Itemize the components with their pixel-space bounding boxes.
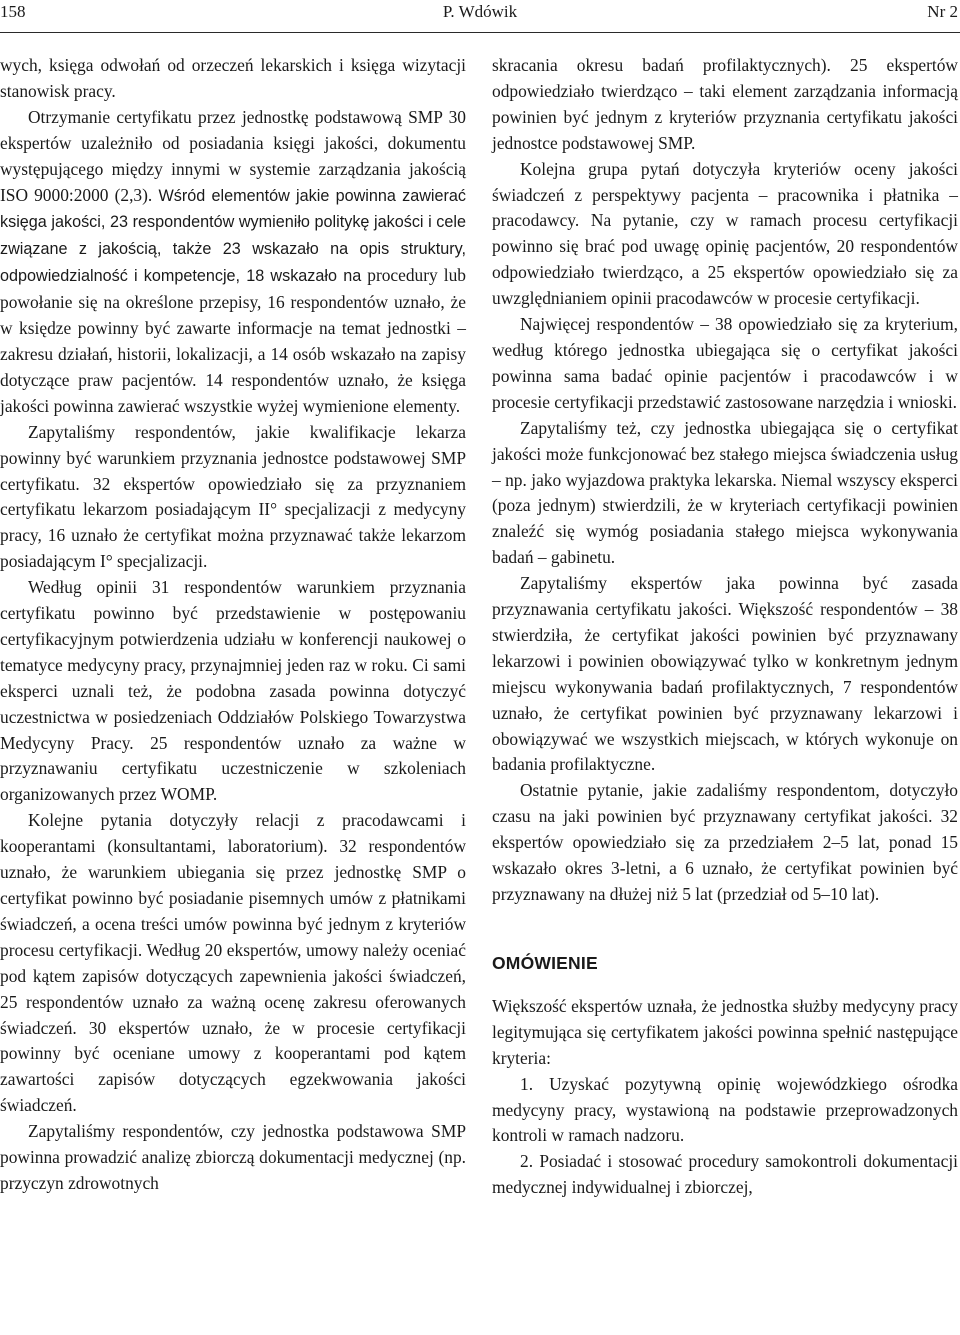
list-item: 2. Posiadać i stosować procedury samokontroli dokumentacji medycznej indywidualnej i zbiorczej,	[492, 1151, 958, 1198]
paragraph-segment: Otrzymanie certyfikatu przez jednostkę podstawową SMP 30 ekspertów uzależniło od posiadania księgi jakości, dokumentu występującego między innymi w systemie zarządzania jakością ISO 9000:2000 (2,3).	[0, 106, 466, 205]
list-item: 1. Uzyskać pozytywną opinię wojewódzkiego ośrodka medycyny pracy, wystawioną na podstawie przeprowadzonych kontroli w ramach nadzoru.	[492, 1073, 958, 1146]
paragraph: Kolejne pytania dotyczyły relacji z pracodawcami i kooperantami (konsultantami, laboratorium). 32 respondentów uznało, że warunkiem ubiegania się przez jednostkę SMP o certyfikat powinno być posiadanie pisemnych umów z płatnikami świadczeń, a ocena treści umów powinna być jednym z kryteriów procesu certyfikacji. Według 20 ekspertów, umowy należy oceniać pod kątem zapisów dotyczących zapewnienia jakości świadczeń, 25 respondentów uznało za ważną ocenę zakresu oferowanych świadczeń. 30 ekspertów uznało, że w procesie certyfikacji powinny być oceniane umowy z kooperantami pod kątem zawartości zapisów dotyczących egzekwowania jakości świadczeń.	[0, 810, 466, 1116]
paragraph: Zapytaliśmy też, czy jednostka ubiegająca się o certyfikat jakości może funkcjonować bez stałego miejsca świadczenia usług – np. jako wyjazdowa praktyka lekarska. Niemal wszyscy eksperci (poza jednym) stwierdzili, że w kryteriach certyfikacji powinien znaleźć się wymóg posiadania stałego miejsca wykonywania badań – gabinetu.	[492, 417, 958, 568]
paragraph: Zapytaliśmy respondentów, jakie kwalifikacje lekarza powinny być warunkiem przyznania jednostce podstawowej SMP certyfikatu. 32 ekspertów opowiedziało się za przyznaniem certyfikatu lekarzom posiadającym II° specjalizacji z medycyny pracy, 16 uznało że certyfikat można przyznawać także lekarzom posiadającym I° specjalizacji.	[0, 421, 466, 572]
section-heading: OMÓWIENIE	[492, 952, 598, 973]
paragraph	[0, 105, 466, 420]
paragraph: Zapytaliśmy ekspertów jaka powinna być zasada przyznawania certyfikatu jakości. Większość respondentów – 38 stwierdziła, że certyfikat jakości powinien być przyznawany lekarzowi i powinien obowiązywać tylko w konkretnym jednym miejscu wykonywania badań profilaktycznych, 7 respondentów uznało, że certyfikat powinien być przyznawany lekarzowi i obowiązywać we wszystkich miejscach, w których wykonuje on badania profilaktyczne.	[492, 573, 958, 775]
paragraph: Najwięcej respondentów – 38 opowiedziało się za kryterium, według którego jednostka ubiegająca się o certyfikat jakości powinna sama badać opinie pacjentów i pracodawców i w procesie certyfikacji przedstawić zastosowane narzędzia i wnioski.	[492, 314, 958, 412]
paragraph: Większość ekspertów uznała, że jednostka służby medycyny pracy legitymująca się certyfikatem jakości powinna spełnić następujące kryteria:	[492, 995, 958, 1068]
paragraph: Kolejna grupa pytań dotyczyła kryteriów oceny jakości świadczeń z perspektywy pacjenta – pracownika i płatnika – pracodawcy. Na pytanie, czy w ramach procesu certyfikacji powinno się brać pod uwagę opinię pacjentów, 20 respondentów odpowiedziało twierdząco, a 25 ekspertów opowiedziało się za uwzględnianiem opinii pracodawców w procesie certyfikacji.	[492, 158, 958, 309]
running-title: P. Wdówik	[442, 2, 518, 21]
page-number: 158	[0, 2, 26, 21]
left-column	[0, 53, 466, 1197]
paragraph-segment: procedury lub powołanie się na określone przepisy, 16 respondentów uznało, że w księdze powinny być zawarte informacje na temat jednostki – zakresu działań, historii, lokalizacji, a 14 osób wskazało na zapisy dotyczące praw pacjentów. 14 respondentów uznało, że księga jakości powinna zawierać wszystkie wyżej wymienione elementy.	[0, 265, 467, 416]
paragraph-segment: Wśród elementów jakie powinna zawierać księga jakości, 23 respondentów wymieniło politykę jakości i cele związane z jakością, także 23 wskazało na opis struktury, odpowiedzialność i kompetencje, 18 wskazało na	[0, 186, 466, 286]
right-column	[492, 53, 958, 1201]
paragraph: wych, księga odwołań od orzeczeń lekarskich i księga wizytacji stanowisk pracy.	[0, 55, 466, 101]
paragraph: Zapytaliśmy respondentów, czy jednostka podstawowa SMP powinna prowadzić analizę zbiorczą dokumentacji medycznej (np. przyczyn zdrowotnych	[0, 1121, 466, 1193]
paragraph: Według opinii 31 respondentów warunkiem przyznania certyfikatu powinno być przedstawienie w postępowaniu certyfikacyjnym potwierdzenia udziału w konferencji naukowej o tematyce medycyny pracy, przynajmniej jeden raz w roku. Ci sami eksperci uznali też, że podobna zasada powinna dotyczyć uczestnictwa w posiedzeniach Oddziałów Polskiego Towarzystwa Medycyny Pracy. 25 respondentów uznało za ważne w przyznawaniu certyfikatu uczestniczenie w szkoleniach organizowanych przez WOMP.	[0, 577, 466, 805]
issue-number: Nr 2	[927, 2, 958, 21]
paragraph: skracania okresu badań profilaktycznych). 25 ekspertów odpowiedziało twierdząco – taki element zarządzania informacją powinien być jednym z kryteriów przyznania certyfikatu jakości jednostce podstawowej SMP.	[492, 55, 958, 153]
paragraph: Ostatnie pytanie, jakie zadaliśmy respondentom, dotyczyło czasu na jaki powinien być przyznawany certyfikat jakości. 32 ekspertów opowiedziało się za przedziałem 2–5 lat, ponad 15 wskazało okres 3-letni, a 6 uznało, że certyfikat powinien być przyznawany na dłużej niż 5 lat (przedział od 5–10 lat).	[492, 780, 958, 904]
running-header	[0, 0, 960, 33]
